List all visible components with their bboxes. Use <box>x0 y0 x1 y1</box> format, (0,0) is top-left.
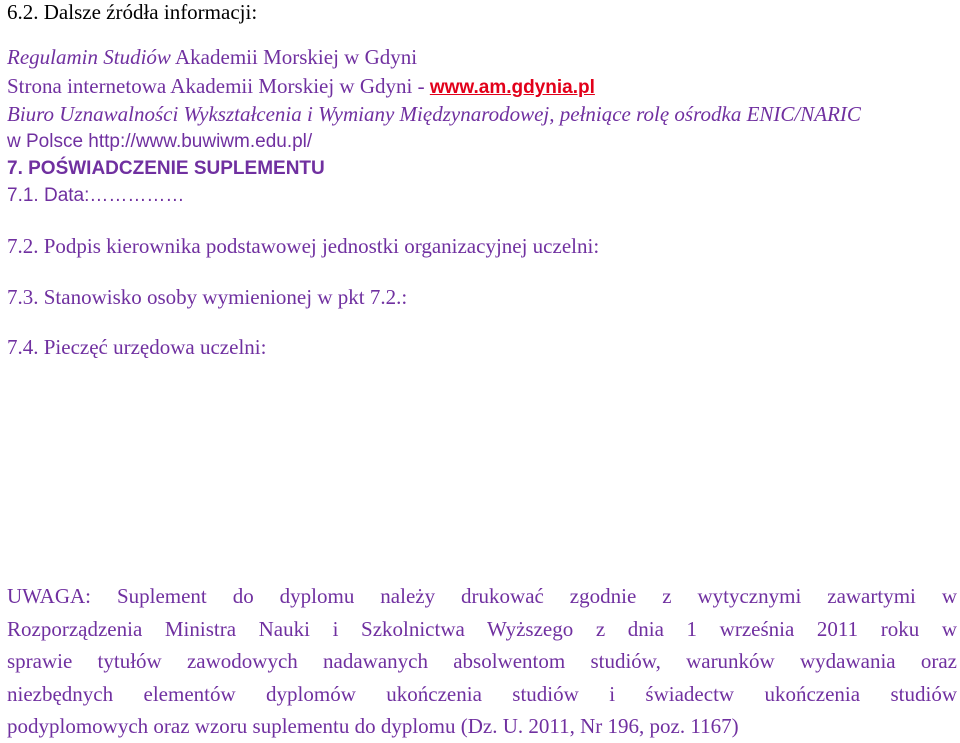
section-7-heading: 7. POŚWIADCZENIE SUPLEMENTU <box>7 158 325 179</box>
source-website <box>7 74 595 100</box>
item-7-2-signature: 7.2. Podpis kierownika podstawowej jednostki organizacyjnej uczelni: <box>7 234 600 258</box>
regulamin-italic-text: Regulamin Studiów <box>7 45 171 69</box>
note-line: sprawie tytułów zawodowych nadawanych absolwentom studiów, warunków wydawania oraz <box>7 649 957 673</box>
note-line: niezbędnych elementów dyplomów ukończenia studiów i świadectw ukończenia studiów <box>7 681 957 706</box>
item-7-4-seal: 7.4. Pieczęć urzędowa uczelni: <box>7 335 267 359</box>
note-line: UWAGA: Suplement do dyplomu należy drukować zgodnie z wytycznymi zawartymi w <box>7 584 957 608</box>
note-paragraph <box>7 580 957 743</box>
source-regulamin <box>7 45 417 69</box>
regulamin-rest-text: Akademii Morskiej w Gdyni <box>170 45 418 69</box>
note-line: podyplomowych oraz wzoru suplementu do dyplomu (Dz. U. 2011, Nr 196, poz. 1167) <box>7 714 739 738</box>
item-7-3-position: 7.3. Stanowisko osoby wymienionej w pkt 7.2.: <box>7 285 408 309</box>
section-6-2-heading: 6.2. Dalsze źródła informacji: <box>7 0 258 24</box>
note-line: Rozporządzenia Ministra Nauki i Szkolnictwa Wyższego z dnia 1 września 2011 roku w <box>7 616 957 641</box>
website-label: Strona internetowa Akademii Morskiej w Gdyni - <box>7 74 430 98</box>
source-buwiwm: Biuro Uznawalności Wykształcenia i Wymiany Międzynarodowej, pełniące rolę ośrodka ENIC/NARIC <box>7 102 861 126</box>
item-7-1-date: 7.1. Data:…………… <box>7 185 185 206</box>
website-link[interactable]: www.am.gdynia.pl <box>429 77 595 98</box>
source-buwiwm-url[interactable]: w Polsce http://www.buwiwm.edu.pl/ <box>7 131 313 152</box>
